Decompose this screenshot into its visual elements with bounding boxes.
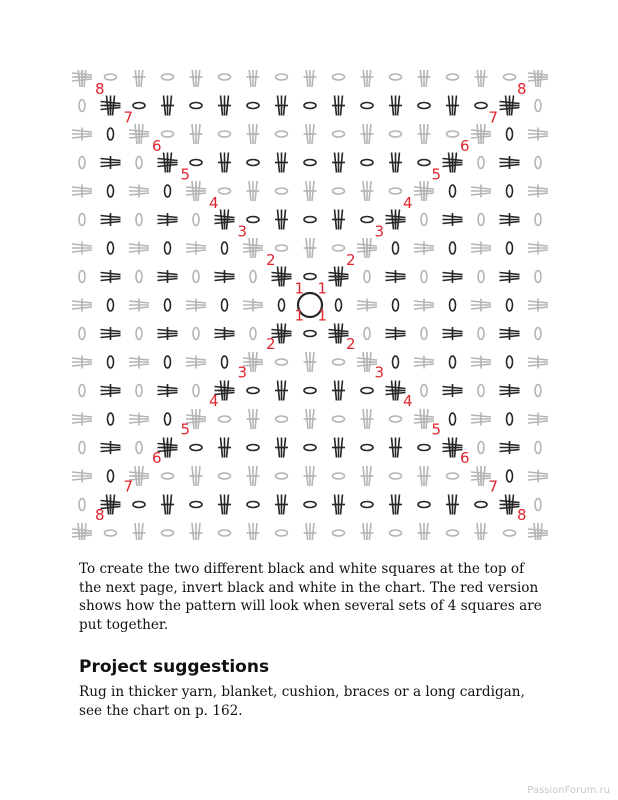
round-label-4-1: 4 [403, 194, 413, 212]
round-label-5-1: 5 [431, 165, 442, 184]
round-label-4-0: 4 [209, 194, 219, 212]
round-label-3-1: 3 [374, 222, 385, 241]
watermark: PassionForum.ru [527, 785, 610, 796]
round-label-2-3: 2 [346, 335, 356, 353]
round-label-4-2: 4 [209, 392, 219, 410]
round-label-3-3: 3 [374, 363, 385, 382]
round-label-8-3: 8 [517, 506, 527, 524]
crochet-chart-svg [70, 70, 550, 540]
body-paragraph: To create the two different black and white squares at the top of the next page, invert black and white in the chart. The red version shows how the pattern will look when several sets of 4 squares are put together. [79, 561, 542, 633]
round-label-8-2: 8 [95, 506, 105, 524]
crochet-chart [70, 70, 550, 540]
round-label-6-2: 6 [152, 449, 162, 467]
round-label-1-3: 1 [317, 306, 328, 325]
round-label-5-3: 5 [431, 420, 442, 439]
round-4 [186, 181, 434, 429]
round-label-3-0: 3 [237, 222, 248, 241]
round-label-1-0: 1 [294, 279, 305, 298]
round-label-2-1: 2 [346, 251, 356, 269]
round-2 [243, 238, 377, 372]
section-paragraph: Rug in thicker yarn, blanket, cushion, braces or a long cardigan, see the chart on p. 162. [79, 684, 525, 719]
round-1 [272, 267, 349, 344]
section-heading: Project suggestions [79, 657, 270, 677]
round-label-8-0: 8 [95, 80, 105, 98]
round-label-2-2: 2 [266, 335, 276, 353]
round-label-8-1: 8 [517, 80, 527, 98]
round-label-7-0: 7 [123, 108, 134, 127]
round-label-1-1: 1 [317, 279, 328, 298]
round-label-3-2: 3 [237, 363, 248, 382]
round-label-5-2: 5 [180, 420, 191, 439]
round-label-6-0: 6 [152, 137, 162, 155]
round-label-2-0: 2 [266, 251, 276, 269]
round-label-7-2: 7 [123, 477, 134, 496]
round-label-7-1: 7 [488, 108, 499, 127]
round-label-6-3: 6 [460, 449, 470, 467]
round-label-4-3: 4 [403, 392, 413, 410]
round-label-6-1: 6 [460, 137, 470, 155]
round-label-7-3: 7 [488, 477, 499, 496]
round-label-1-2: 1 [294, 306, 305, 325]
round-label-5-0: 5 [180, 165, 191, 184]
